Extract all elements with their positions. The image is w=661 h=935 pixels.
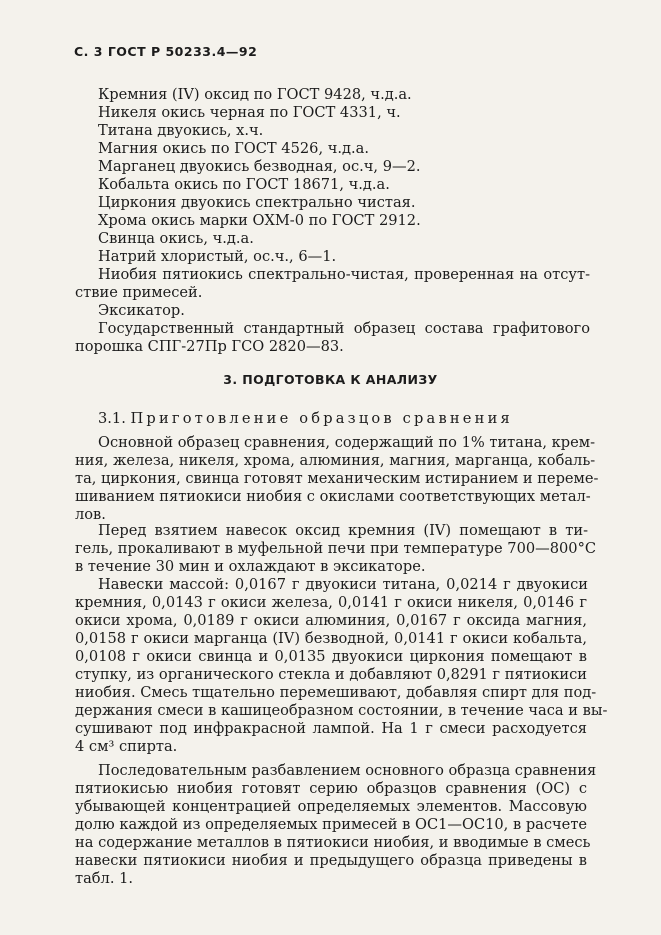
clause-number: 3.1. [98, 410, 126, 427]
paragraph-line: Основной образец сравнения, содержащий по 1% титана, крем- [98, 434, 596, 451]
paragraph-line: шиванием пятиокиси ниобия с окислами соответствующих метал- [75, 488, 591, 505]
paragraph-line: Перед взятием навесок оксид кремния (IV) помещают в ти- [98, 522, 588, 539]
paragraph-line: ния, железа, никеля, хрома, алюминия, магния, марганца, кобаль- [75, 452, 596, 469]
gso-line: порошка СПГ-27Пр ГСО 2820—83. [75, 338, 344, 355]
paragraph-line: лов. [75, 506, 106, 523]
paragraph-line: навески пятиокиси ниобия и предыдущего образца приведены в [75, 852, 587, 869]
paragraph-line: долю каждой из определяемых примесей в ОС1—ОС10, в расчете [75, 816, 588, 833]
paragraph-line: держания смеси в кашицеобразном состоянии, в течение часа и вы- [75, 702, 608, 719]
reagent-line: Кобальта окись по ГОСТ 18671, ч.д.а. [98, 176, 390, 193]
paragraph-line: кремния, 0,0143 г окиси железа, 0,0141 г окиси никеля, 0,0146 г [75, 594, 587, 611]
paragraph-line: ступку, из органического стекла и добавляют 0,8291 г пятиокиси [75, 666, 587, 683]
exsiccator-line: Эксикатор. [98, 302, 185, 319]
paragraph-line: гель, прокаливают в муфельной печи при температуре 700—800°С [75, 540, 597, 557]
paragraph-line: табл. 1. [75, 870, 134, 887]
niobium-line: ствие примесей. [75, 284, 203, 301]
reagent-line: Никеля окись черная по ГОСТ 4331, ч. [98, 104, 401, 121]
gso-line: Государственный стандартный образец состава графитового [98, 320, 590, 337]
paragraph-line: сушивают под инфракрасной лампой. На 1 г смеси расходуется [75, 720, 587, 737]
reagent-line: Магния окись по ГОСТ 4526, ч.д.а. [98, 140, 369, 157]
reagent-line: Марганец двуокись безводная, ос.ч, 9—2. [98, 158, 421, 175]
reagent-line: Титана двуокись, х.ч. [98, 122, 264, 139]
paragraph-line: убывающей концентрацией определяемых элементов. Массовую [75, 798, 587, 815]
clause-heading [98, 410, 513, 428]
paragraph-line: 4 см³ спирта. [75, 738, 178, 755]
paragraph-line: 0,0108 г окиси свинца и 0,0135 двуокиси циркония помещают в [75, 648, 587, 665]
section-title: 3. ПОДГОТОВКА К АНАЛИЗУ [223, 372, 438, 387]
reagent-line: Хрома окись марки ОХМ-0 по ГОСТ 2912. [98, 212, 421, 229]
paragraph-line: 0,0158 г окиси марганца (IV) безводной, 0,0141 г окиси кобальта, [75, 630, 587, 647]
paragraph-line: та, циркония, свинца готовят механическим истиранием и переме- [75, 470, 599, 487]
paragraph-line: на содержание металлов в пятиокиси ниобия, и вводимые в смесь [75, 834, 591, 851]
reagent-line: Кремния (IV) оксид по ГОСТ 9428, ч.д.а. [98, 86, 412, 103]
reagent-line: Циркония двуокись спектрально чистая. [98, 194, 416, 211]
clause-title: Приготовление образцов сравнения [130, 410, 513, 427]
paragraph-line: Навески массой: 0,0167 г двуокиси титана, 0,0214 г двуокиси [98, 576, 588, 593]
paragraph-line: в течение 30 мин и охлаждают в эксикаторе. [75, 558, 426, 575]
page-header: С. 3 ГОСТ Р 50233.4—92 [74, 44, 258, 59]
reagent-line: Натрий хлористый, ос.ч., 6—1. [98, 248, 337, 265]
paragraph-line: Последовательным разбавлением основного образца сравнения [98, 762, 597, 779]
niobium-line: Ниобия пятиокись спектрально-чистая, проверенная на отсут- [98, 266, 590, 283]
paragraph-line: ниобия. Смесь тщательно перемешивают, добавляя спирт для под- [75, 684, 597, 701]
paragraph-line: пятиокисью ниобия готовят серию образцов сравнения (ОС) с [75, 780, 587, 797]
paragraph-line: окиси хрома, 0,0189 г окиси алюминия, 0,0167 г оксида магния, [75, 612, 587, 629]
reagent-line: Свинца окись, ч.д.а. [98, 230, 254, 247]
